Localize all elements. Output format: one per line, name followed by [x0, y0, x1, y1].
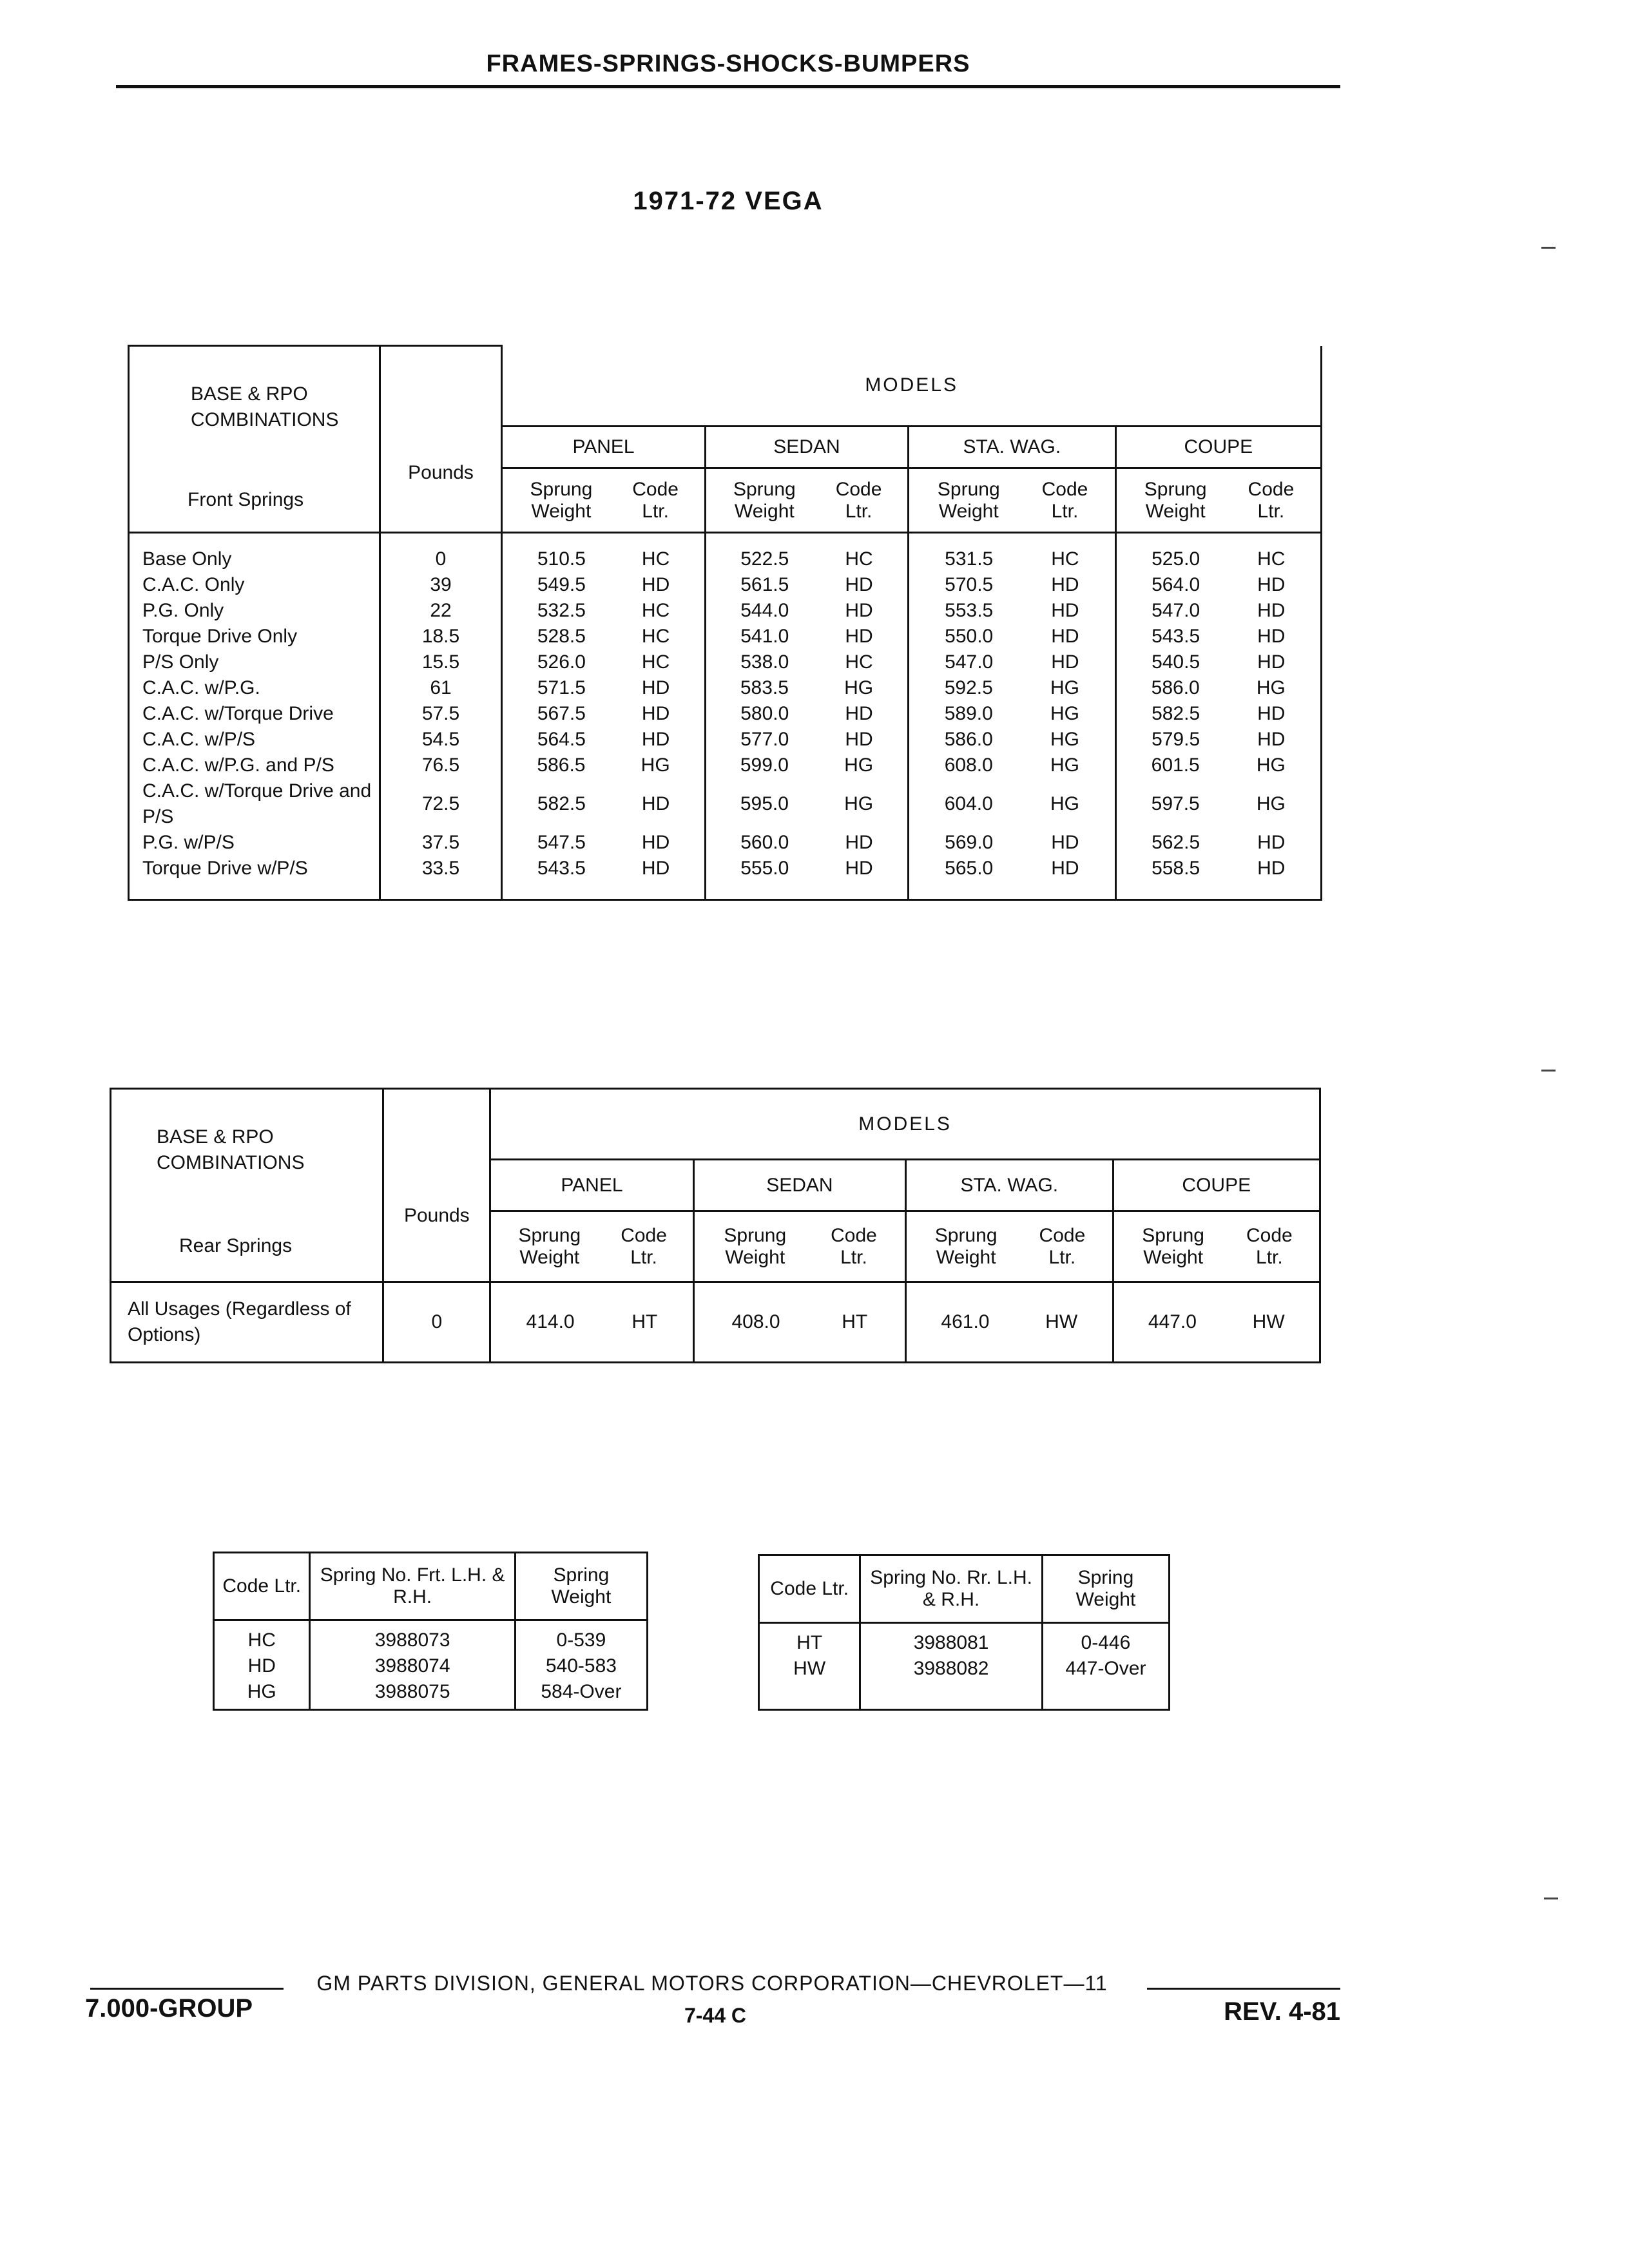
sprung-weight: 601.5: [1151, 754, 1200, 776]
spring-no-header: Spring No. Frt. L.H. & R.H.: [310, 1553, 515, 1620]
code-letter: HD: [1051, 858, 1079, 879]
sprung-weight: 558.5: [1152, 858, 1200, 879]
sprung-weight: 547.0: [945, 651, 994, 673]
pounds-value: 15.5: [421, 651, 460, 673]
wagon-row-values: [916, 598, 1108, 624]
coupe-row-values: [1123, 598, 1314, 624]
code-letter: HC: [1051, 548, 1079, 570]
sprung-weight: 528.5: [537, 626, 586, 647]
sprung-weight: 532.5: [537, 600, 586, 621]
sprung-weight: 543.5: [1152, 626, 1200, 647]
margin-mark: [1541, 1070, 1556, 1072]
code-letter: HD: [1051, 832, 1079, 853]
sprung-weight: 510.5: [537, 548, 586, 570]
spring-weight-column: [1042, 1623, 1169, 1710]
subhead-sedan: [693, 1211, 905, 1282]
code-letter: HD: [845, 858, 873, 879]
sprung-weight: 599.0: [740, 754, 789, 776]
code-letter: HD: [641, 729, 670, 750]
code-letter: HD: [845, 703, 873, 724]
code-letter: HG: [1256, 754, 1286, 776]
combo-label: Torque Drive Only: [142, 626, 298, 647]
coupe-row-values: [1123, 675, 1314, 701]
combo-label: C.A.C. w/P/S: [142, 729, 256, 750]
subhead-weight: Sprung Weight: [733, 478, 796, 522]
wagon-row-values: [916, 701, 1108, 727]
spring-weight-range: 584-Over: [541, 1681, 622, 1702]
sprung-weight: 570.5: [945, 574, 994, 595]
code-letter: HD: [845, 729, 873, 750]
code-letter: HD: [1257, 600, 1286, 621]
coupe-row-values: [1123, 624, 1314, 649]
sedan-row-values: [713, 675, 901, 701]
panel-row-values: [509, 675, 697, 701]
rear-sedan-cell: [693, 1282, 905, 1363]
coupe-row-values: [1123, 701, 1314, 727]
subhead-code: Code Ltr.: [1041, 478, 1088, 522]
footer-group: 7.000-GROUP: [85, 1994, 253, 2023]
code-letter: HC: [641, 548, 670, 570]
rear-panel-cell: [490, 1282, 693, 1363]
sprung-weight: 586.0: [1151, 677, 1200, 698]
subhead-code: Code Ltr.: [1246, 1224, 1293, 1268]
subhead-coupe: [1113, 1211, 1320, 1282]
sprung-weight: 564.0: [1152, 574, 1200, 595]
code-letter: HD: [845, 832, 873, 853]
spring-weight-header: Spring Weight: [515, 1553, 647, 1620]
wagon-row-values: [916, 675, 1108, 701]
sprung-weight: 461.0: [941, 1311, 990, 1332]
spring-weight-range: 540-583: [545, 1655, 617, 1677]
code-letter: HD: [845, 626, 873, 647]
rear-pounds-cell: 0: [383, 1282, 490, 1363]
sprung-weight: 604.0: [944, 793, 993, 814]
subhead-code: Code Ltr.: [1039, 1224, 1086, 1268]
pounds-value: 54.5: [421, 729, 460, 750]
base-rpo-label: BASE & RPO COMBINATIONS: [129, 346, 380, 468]
pounds-header: Pounds: [380, 346, 502, 533]
margin-mark: [1544, 1898, 1558, 1899]
coupe-row-values: [1123, 649, 1314, 675]
pounds-value: 57.5: [421, 703, 460, 724]
sprung-weight: 582.5: [1152, 703, 1200, 724]
rear-wagon-cell: [906, 1282, 1113, 1363]
code-letter: HG: [1050, 703, 1079, 724]
code-letter: HD: [641, 832, 670, 853]
code-letter: HD: [845, 600, 873, 621]
spring-no-header: Spring No. Rr. L.H. & R.H.: [860, 1555, 1043, 1623]
code-letter: HD: [641, 574, 670, 595]
spring-weight-range: 447-Over: [1065, 1658, 1146, 1679]
footer-rule-left: [90, 1988, 284, 1990]
sprung-weight: 549.5: [537, 574, 586, 595]
spring-number: 3988073: [374, 1629, 450, 1651]
subhead-weight: Sprung Weight: [530, 478, 593, 522]
pounds-value: 22: [430, 600, 452, 621]
code-letter: HD: [1051, 600, 1079, 621]
sedan-column: [705, 533, 908, 900]
pounds-value: 0: [435, 548, 447, 570]
header-rule: [116, 85, 1340, 88]
sedan-row-values: [713, 649, 901, 675]
code-letter: HG: [1256, 677, 1286, 698]
subhead-weight: Sprung Weight: [1142, 1224, 1204, 1268]
code-letter: HG: [1050, 677, 1079, 698]
rear-spring-code-table: [758, 1554, 1170, 1711]
coupe-row-values: [1123, 572, 1314, 598]
spring-number: 3988081: [913, 1632, 989, 1653]
code-letter: HC: [641, 626, 670, 647]
pounds-column: [380, 533, 502, 900]
page-header-title: FRAMES-SPRINGS-SHOCKS-BUMPERS: [486, 50, 970, 77]
code-letter: HD: [1257, 626, 1286, 647]
wagon-row-values: [916, 856, 1108, 881]
code-letter: HC: [845, 548, 873, 570]
code-letter: HD: [1257, 651, 1286, 673]
combo-label: C.A.C. w/P.G. and P/S: [142, 754, 334, 776]
combo-label: P/S Only: [142, 651, 219, 673]
coupe-row-values: [1123, 856, 1314, 881]
subhead-sedan: [705, 468, 908, 533]
code-letter: HD: [1257, 729, 1286, 750]
sprung-weight: 562.5: [1152, 832, 1200, 853]
panel-row-values: [509, 649, 697, 675]
sedan-row-values: [713, 546, 901, 572]
rear-coupe-cell: [1113, 1282, 1320, 1363]
panel-row-values: [509, 778, 697, 830]
wagon-row-values: [916, 753, 1108, 778]
spring-no-column: [860, 1623, 1043, 1710]
wagon-row-values: [916, 778, 1108, 830]
section-label-rear: Rear Springs: [111, 1211, 383, 1282]
combo-label: Torque Drive w/P/S: [142, 858, 308, 879]
panel-row-values: [509, 624, 697, 649]
rear-springs-table: [110, 1088, 1321, 1363]
subhead-panel: [502, 468, 705, 533]
models-header: MODELS: [490, 1089, 1320, 1160]
code-letter: HD: [1051, 651, 1079, 673]
combo-label: Base Only: [142, 548, 232, 570]
panel-column: [502, 533, 705, 900]
sprung-weight: 582.5: [537, 793, 586, 814]
code-letter: HT: [842, 1311, 868, 1332]
model-sedan: SEDAN: [705, 427, 908, 468]
sprung-weight: 544.0: [740, 600, 789, 621]
code-ltr-header: Code Ltr.: [214, 1553, 310, 1620]
sedan-row-values: [713, 727, 901, 753]
wagon-row-values: [916, 727, 1108, 753]
pounds-value: 18.5: [421, 626, 460, 647]
footer-division: GM PARTS DIVISION, GENERAL MOTORS CORPORATION—CHEVROLET—11: [316, 1972, 1108, 1995]
code-letter: HD: [1257, 832, 1286, 853]
sedan-row-values: [713, 624, 901, 649]
subhead-wagon: [909, 468, 1115, 533]
sprung-weight: 577.0: [740, 729, 789, 750]
sprung-weight: 547.5: [537, 832, 586, 853]
code-letter: HD: [1257, 574, 1286, 595]
coupe-row-values: [1123, 778, 1314, 830]
model-sedan: SEDAN: [693, 1160, 905, 1211]
sprung-weight: 597.5: [1151, 793, 1200, 814]
pounds-value: 61: [430, 677, 452, 698]
footer-rule-right: [1147, 1988, 1340, 1990]
code-letter: HW: [1252, 1311, 1285, 1332]
code-letter: HT: [631, 1311, 658, 1332]
model-coupe: COUPE: [1113, 1160, 1320, 1211]
margin-mark: [1541, 247, 1556, 249]
sedan-row-values: [713, 856, 901, 881]
sprung-weight: 608.0: [944, 754, 993, 776]
panel-row-values: [509, 546, 697, 572]
model-wagon: STA. WAG.: [909, 427, 1115, 468]
sprung-weight: 547.0: [1152, 600, 1200, 621]
sprung-weight: 543.5: [537, 858, 586, 879]
subhead-weight: Sprung Weight: [518, 1224, 581, 1268]
sprung-weight: 567.5: [537, 703, 586, 724]
sprung-weight: 414.0: [526, 1311, 575, 1332]
spring-number: 3988075: [374, 1681, 450, 1702]
subhead-weight: Sprung Weight: [937, 478, 1000, 522]
model-panel: PANEL: [490, 1160, 693, 1211]
page-subtitle: 1971-72 VEGA: [633, 187, 824, 215]
sprung-weight: 540.5: [1152, 651, 1200, 673]
subhead-coupe: [1115, 468, 1321, 533]
sprung-weight: 526.0: [537, 651, 586, 673]
code-letter: HG: [247, 1681, 276, 1702]
base-rpo-label: BASE & RPO COMBINATIONS: [111, 1089, 383, 1211]
footer-revision: REV. 4-81: [1224, 1997, 1340, 2026]
footer-page-number: 7-44 C: [684, 2004, 747, 2027]
code-letter: HD: [641, 793, 670, 814]
code-letter: HC: [845, 651, 873, 673]
code-letter: HD: [1257, 858, 1286, 879]
sprung-weight: 571.5: [537, 677, 586, 698]
sprung-weight: 553.5: [945, 600, 994, 621]
pounds-value: 72.5: [421, 793, 460, 814]
sprung-weight: 592.5: [944, 677, 993, 698]
combo-column: [129, 533, 380, 900]
coupe-row-values: [1123, 753, 1314, 778]
sprung-weight: 522.5: [740, 548, 789, 570]
code-letter: HW: [1045, 1311, 1078, 1332]
subhead-weight: Sprung Weight: [1144, 478, 1207, 522]
code-letter: HG: [1050, 754, 1079, 776]
code-letter: HD: [845, 574, 873, 595]
sprung-weight: 580.0: [740, 703, 789, 724]
pounds-value: 76.5: [421, 754, 460, 776]
combo-label: P.G. Only: [142, 600, 224, 621]
code-ltr-header: Code Ltr.: [759, 1555, 860, 1623]
panel-row-values: [509, 701, 697, 727]
model-coupe: COUPE: [1115, 427, 1321, 468]
front-springs-table: [128, 345, 1322, 901]
code-column: [214, 1620, 310, 1710]
pounds-value: 37.5: [421, 832, 460, 853]
combo-label: C.A.C. w/Torque Drive: [142, 703, 334, 724]
sedan-row-values: [713, 572, 901, 598]
sedan-row-values: [713, 830, 901, 856]
coupe-row-values: [1123, 546, 1314, 572]
wagon-row-values: [916, 649, 1108, 675]
section-label-front: Front Springs: [129, 468, 380, 533]
wagon-row-values: [916, 546, 1108, 572]
spring-weight-range: 0-539: [556, 1629, 606, 1651]
sprung-weight: 531.5: [945, 548, 994, 570]
code-letter: HG: [1256, 793, 1286, 814]
sprung-weight: 564.5: [537, 729, 586, 750]
sprung-weight: 408.0: [731, 1311, 780, 1332]
model-wagon: STA. WAG.: [906, 1160, 1113, 1211]
code-letter: HC: [247, 1629, 276, 1651]
sprung-weight: 565.0: [945, 858, 994, 879]
subhead-code: Code Ltr.: [632, 478, 679, 522]
sprung-weight: 555.0: [740, 858, 789, 879]
pounds-header: Pounds: [383, 1089, 490, 1282]
code-letter: HG: [844, 793, 874, 814]
coupe-row-values: [1123, 830, 1314, 856]
sprung-weight: 586.5: [537, 754, 586, 776]
code-column: [759, 1623, 860, 1710]
sedan-row-values: [713, 598, 901, 624]
code-letter: HD: [641, 677, 670, 698]
code-letter: HC: [641, 651, 670, 673]
rear-combo-cell: All Usages (Regardless of Options): [111, 1282, 383, 1363]
wagon-row-values: [916, 624, 1108, 649]
subhead-code: Code Ltr.: [1248, 478, 1295, 522]
code-letter: HG: [844, 677, 874, 698]
sprung-weight: 560.0: [740, 832, 789, 853]
sprung-weight: 569.0: [945, 832, 994, 853]
code-letter: HD: [247, 1655, 276, 1677]
panel-row-values: [509, 598, 697, 624]
code-letter: HG: [641, 754, 670, 776]
code-letter: HG: [844, 754, 874, 776]
code-letter: HD: [641, 858, 670, 879]
code-letter: HG: [1050, 793, 1079, 814]
subhead-code: Code Ltr.: [835, 478, 882, 522]
sprung-weight: 541.0: [740, 626, 789, 647]
sprung-weight: 538.0: [740, 651, 789, 673]
spring-weight-range: 0-446: [1081, 1632, 1131, 1653]
subhead-weight: Sprung Weight: [724, 1224, 787, 1268]
spring-number: 3988074: [374, 1655, 450, 1677]
model-panel: PANEL: [502, 427, 705, 468]
combo-label: P.G. w/P/S: [142, 832, 235, 853]
front-spring-code-table: [213, 1552, 648, 1711]
sedan-row-values: [713, 701, 901, 727]
combo-label: C.A.C. w/P.G.: [142, 677, 260, 698]
sprung-weight: 525.0: [1152, 548, 1200, 570]
code-letter: HG: [1050, 729, 1079, 750]
subhead-code: Code Ltr.: [831, 1224, 877, 1268]
panel-row-values: [509, 572, 697, 598]
sedan-row-values: [713, 753, 901, 778]
subhead-wagon: [906, 1211, 1113, 1282]
subhead-panel: [490, 1211, 693, 1282]
panel-row-values: [509, 753, 697, 778]
spring-weight-column: [515, 1620, 647, 1710]
subhead-code: Code Ltr.: [621, 1224, 667, 1268]
code-letter: HW: [793, 1658, 826, 1679]
pounds-value: 39: [430, 574, 452, 595]
subhead-weight: Sprung Weight: [934, 1224, 998, 1268]
wagon-row-values: [916, 572, 1108, 598]
spring-no-column: [310, 1620, 515, 1710]
code-letter: HT: [796, 1632, 823, 1653]
spring-weight-header: Spring Weight: [1042, 1555, 1169, 1623]
sprung-weight: 586.0: [944, 729, 993, 750]
spring-number: 3988082: [913, 1658, 989, 1679]
combo-label: C.A.C. w/Torque Drive and P/S: [142, 780, 372, 827]
coupe-row-values: [1123, 727, 1314, 753]
sprung-weight: 579.5: [1152, 729, 1200, 750]
panel-row-values: [509, 830, 697, 856]
sprung-weight: 595.0: [740, 793, 789, 814]
panel-row-values: [509, 856, 697, 881]
sprung-weight: 589.0: [944, 703, 993, 724]
code-letter: HD: [1257, 703, 1286, 724]
code-letter: HD: [641, 703, 670, 724]
sprung-weight: 561.5: [740, 574, 789, 595]
code-letter: HD: [1051, 626, 1079, 647]
panel-row-values: [509, 727, 697, 753]
sedan-row-values: [713, 778, 901, 830]
pounds-value: 33.5: [421, 858, 460, 879]
sprung-weight: 550.0: [945, 626, 994, 647]
combo-label: C.A.C. Only: [142, 574, 245, 595]
sprung-weight: 447.0: [1148, 1311, 1197, 1332]
wagon-column: [909, 533, 1115, 900]
models-header: MODELS: [502, 346, 1322, 427]
code-letter: HC: [1257, 548, 1286, 570]
code-letter: HC: [641, 600, 670, 621]
code-letter: HD: [1051, 574, 1079, 595]
sprung-weight: 583.5: [740, 677, 789, 698]
coupe-column: [1115, 533, 1321, 900]
wagon-row-values: [916, 830, 1108, 856]
